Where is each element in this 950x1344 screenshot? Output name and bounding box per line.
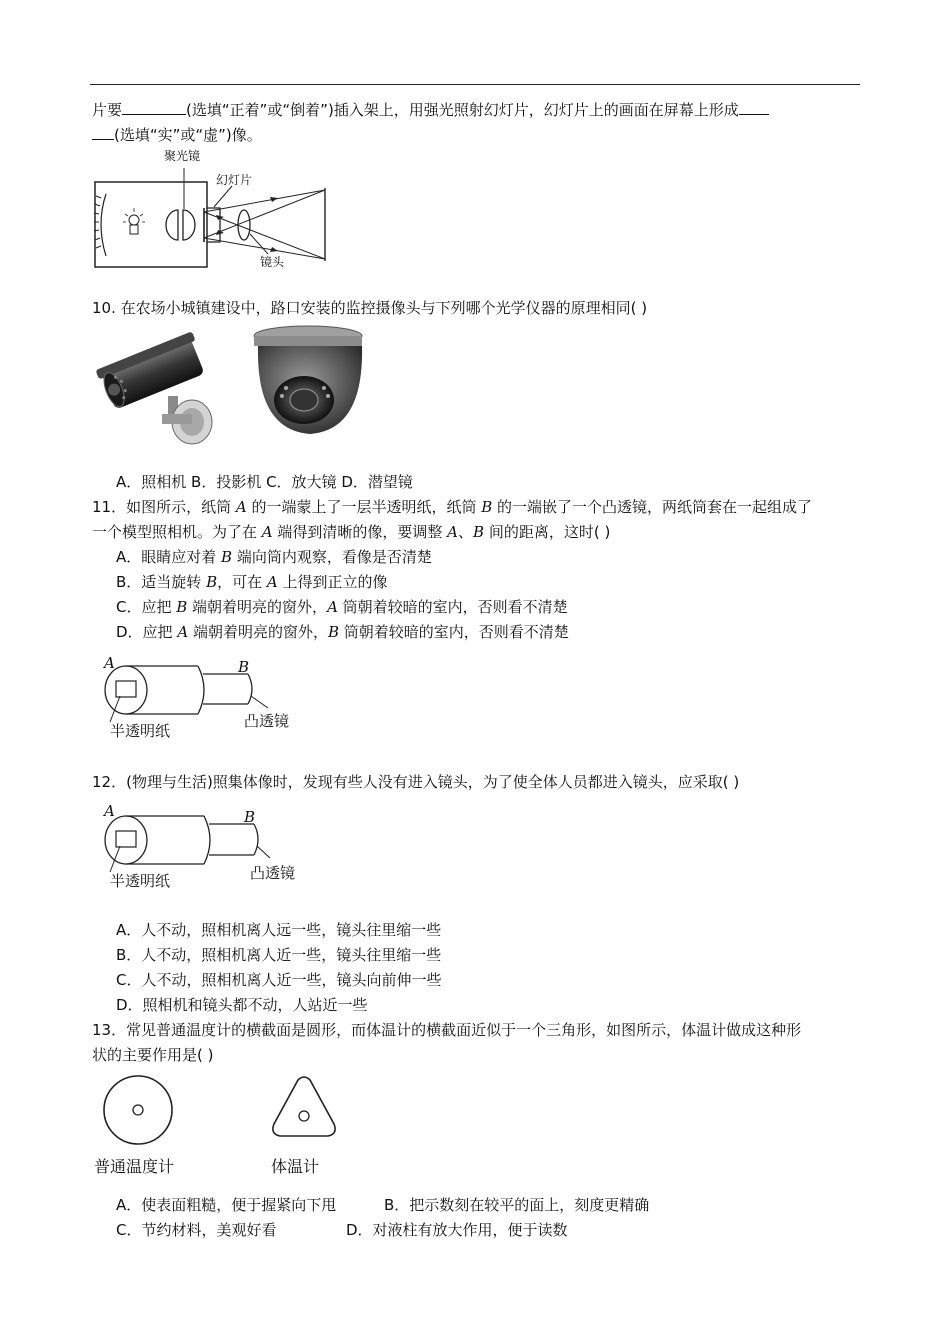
dome-camera-image	[246, 322, 372, 444]
text: 的一端蒙上了一层半透明纸，纸筒	[246, 498, 482, 516]
var: B	[206, 573, 218, 591]
q13-option-b: B．把示数刻在较平的面上，刻度更精确	[384, 1196, 650, 1214]
q10-bullet-camera-photo	[96, 326, 220, 446]
q10-options: A．照相机 B．投影机 C．放大镜 D．潜望镜	[116, 473, 413, 491]
label-slide: 幻灯片	[216, 173, 253, 187]
label-lens: 镜头	[260, 255, 285, 269]
label-a: A	[104, 802, 115, 820]
bullet-camera-image	[96, 326, 220, 446]
var: B	[473, 523, 485, 541]
text: 端向筒内观察，看像是否清楚	[232, 548, 432, 566]
cross-section-diagram	[90, 1072, 350, 1180]
projection-lens-icon	[238, 210, 250, 240]
q10-dome-camera-photo	[246, 322, 372, 444]
condenser-lens-icon	[166, 210, 195, 240]
text: 一个模型照相机。为了在	[92, 523, 262, 541]
q13-stem-line-2: 状的主要作用是( )	[92, 1046, 214, 1064]
q9-text-part: (选填“正着”或“倒着”)插入架上，用强光照射幻灯片，幻灯片上的画面在屏幕上形成	[186, 101, 739, 119]
label-condenser: 聚光镜	[164, 149, 201, 163]
q11-stem-line-2	[92, 522, 610, 542]
label-translucent-paper: 半透明纸	[110, 722, 171, 740]
var: B	[221, 548, 233, 566]
projector-diagram	[92, 146, 332, 270]
text: 、	[458, 523, 474, 541]
q13-stem-line-1: 13．常见普通温度计的横截面是圆形，而体温计的横截面近似于一个三角形，如图所示，体温计做成这种形	[92, 1021, 802, 1039]
var: A	[327, 598, 338, 616]
text: 筒朝着较暗的室内，否则看不清楚	[337, 598, 568, 616]
q11-option-a	[116, 547, 432, 567]
label-b: B	[238, 658, 250, 676]
q9-text-part: 片要	[92, 101, 123, 119]
triangle-cross-section	[273, 1077, 335, 1136]
q13-option-a: A．使表面粗糙，便于握紧向下甩	[116, 1196, 337, 1214]
var: A	[261, 523, 273, 541]
q12-option-b: B．人不动，照相机离人近一些，镜头往里缩一些	[116, 946, 442, 964]
q11-option-b	[116, 572, 388, 592]
text: 端得到清晰的像，要调整	[272, 523, 448, 541]
text: 的一端嵌了一个凸透镜，两纸筒套在一起组成了	[492, 498, 813, 516]
q12-option-d: D．照相机和镜头都不动，人站近一些	[116, 996, 368, 1014]
var: B	[481, 498, 493, 516]
label-clinical-thermometer: 体温计	[271, 1157, 320, 1176]
var: A	[235, 498, 247, 516]
var: A	[447, 523, 459, 541]
q12-option-a: A．人不动，照相机离人远一些，镜头往里缩一些	[116, 921, 442, 939]
var: A	[266, 573, 278, 591]
text: B．适当旋转	[116, 573, 207, 591]
text: 11．如图所示，纸筒	[92, 498, 236, 516]
paper-tube-camera-diagram	[98, 800, 308, 892]
text: 上得到正立的像	[277, 573, 388, 591]
q12-option-c: C．人不动，照相机离人近一些，镜头向前伸一些	[116, 971, 442, 989]
label-convex-lens: 凸透镜	[250, 864, 296, 882]
circle-cross-section	[104, 1076, 172, 1144]
text: D．应把	[116, 623, 178, 641]
label-convex-lens: 凸透镜	[244, 712, 290, 730]
label-translucent-paper: 半透明纸	[110, 872, 171, 890]
paper-tube-camera-diagram	[98, 652, 308, 744]
var: A	[177, 623, 189, 641]
q11-stem-line-1	[92, 497, 812, 517]
text: A．眼睛应对着	[116, 548, 222, 566]
q9-blank-2-start	[739, 100, 769, 115]
q9-blank-2-end	[92, 125, 114, 140]
header-rule	[90, 84, 860, 85]
text: 端朝着明亮的窗外，	[188, 623, 328, 641]
q13-option-d: D．对液柱有放大作用，便于读数	[346, 1221, 568, 1239]
var: B	[327, 623, 339, 641]
q9-blank-1	[122, 100, 186, 115]
var: B	[176, 598, 188, 616]
text: ，可在	[217, 573, 267, 591]
q11-option-d	[116, 622, 569, 642]
q9-text-line-2	[92, 125, 262, 145]
q9-text-part: (选填“实”或“虚”)像。	[114, 126, 262, 144]
lamp-icon	[123, 208, 145, 234]
text: 端朝着明亮的窗外，	[187, 598, 328, 616]
label-a: A	[104, 654, 115, 672]
q10-stem: 10. 在农场小城镇建设中，路口安装的监控摄像头与下列哪个光学仪器的原理相同( )	[92, 299, 648, 317]
text: 间的距离，这时( )	[484, 523, 611, 541]
q11-camera-model-figure	[98, 652, 308, 744]
q12-camera-model-figure	[98, 800, 308, 892]
q13-option-c: C．节约材料，美观好看	[116, 1221, 277, 1239]
text: 筒朝着较暗的室内，否则看不清楚	[338, 623, 569, 641]
label-b: B	[244, 808, 256, 826]
q9-projector-figure	[92, 146, 332, 270]
label-normal-thermometer: 普通温度计	[94, 1157, 175, 1176]
q11-option-c	[116, 597, 568, 617]
q9-text-line-1	[92, 100, 769, 120]
text: C．应把	[116, 598, 177, 616]
q12-stem: 12．(物理与生活)照集体像时，发现有些人没有进入镜头，为了使全体人员都进入镜头，应采取( )	[92, 773, 740, 791]
q13-thermometer-cross-sections	[90, 1072, 350, 1180]
